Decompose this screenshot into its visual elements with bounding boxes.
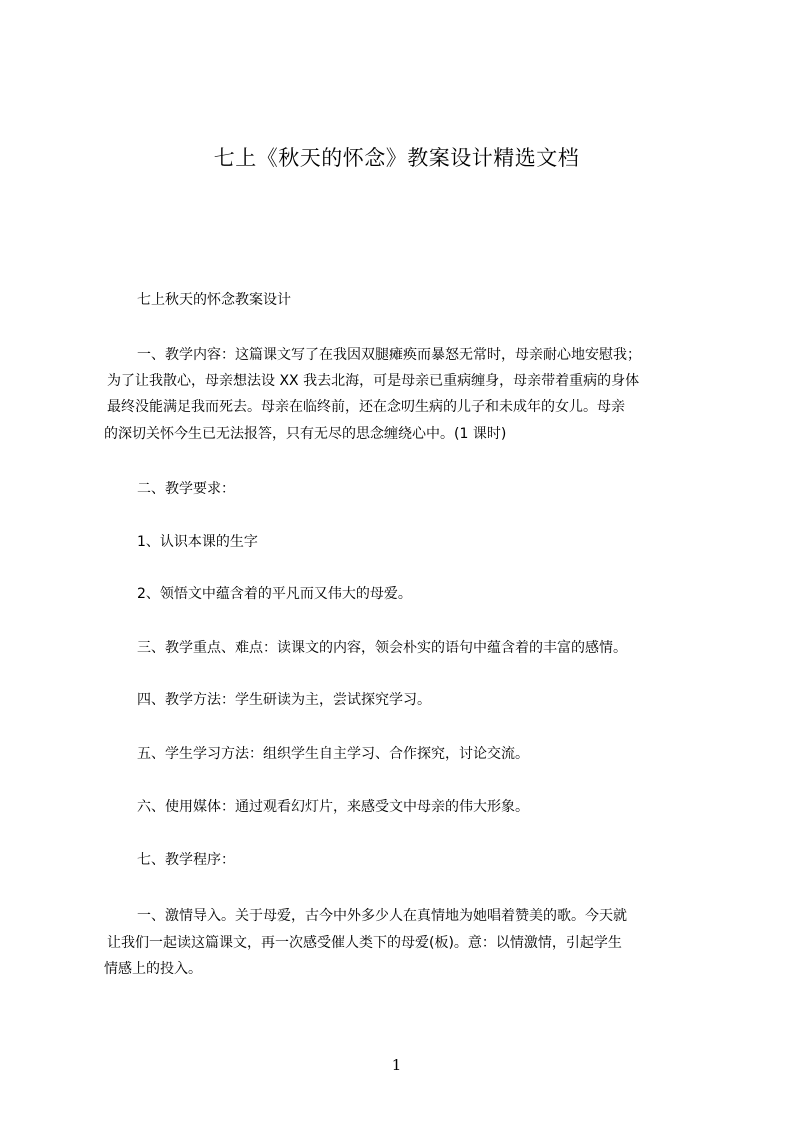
section-requirements-heading: 二、教学要求：	[137, 481, 235, 497]
section-teaching-method: 四、教学方法：学生研读为主，尝试探究学习。	[137, 692, 431, 708]
document-title: 七上《秋天的怀念》教案设计精选文档	[213, 146, 580, 170]
requirement-item: 1、认识本课的生字	[137, 534, 258, 550]
section-key-points: 三、教学重点、难点：读课文的内容，领会朴实的语句中蕴含着的丰富的感情。	[137, 640, 627, 656]
section-procedure-heading: 七、教学程序：	[137, 852, 235, 868]
paragraph-line: 情感上的投入。	[104, 961, 202, 977]
paragraph-line: 让我们一起读这篇课文，再一次感受催人类下的母爱(板)。意：以情激情，引起学生	[107, 935, 622, 951]
section-student-method: 五、学生学习方法：组织学生自主学习、合作探究，讨论交流。	[137, 746, 529, 762]
paragraph-line: 一、教学内容：这篇课文写了在我因双腿瘫痪而暴怒无常时，母亲耐心地安慰我；	[137, 347, 641, 363]
section-media: 六、使用媒体：通过观看幻灯片，来感受文中母亲的伟大形象。	[137, 799, 529, 815]
document-subtitle: 七上秋天的怀念教案设计	[137, 292, 291, 308]
paragraph-line: 的深切关怀今生已无法报答，只有无尽的思念缠绕心中。(1 课时)	[104, 426, 507, 442]
paragraph-line: 一、激情导入。关于母爱，古今中外多少人在真情地为她唱着赞美的歌。今天就	[137, 908, 627, 924]
requirement-item: 2、领悟文中蕴含着的平凡而又伟大的母爱。	[137, 586, 412, 602]
paragraph-line: 最终没能满足我而死去。母亲在临终前，还在念叨生病的儿子和未成年的女儿。母亲	[107, 399, 625, 415]
page-number: 1	[391, 1056, 402, 1074]
paragraph-line: 为了让我散心，母亲想法设 XX 我去北海，可是母亲已重病缠身，母亲带着重病的身体	[107, 373, 640, 389]
